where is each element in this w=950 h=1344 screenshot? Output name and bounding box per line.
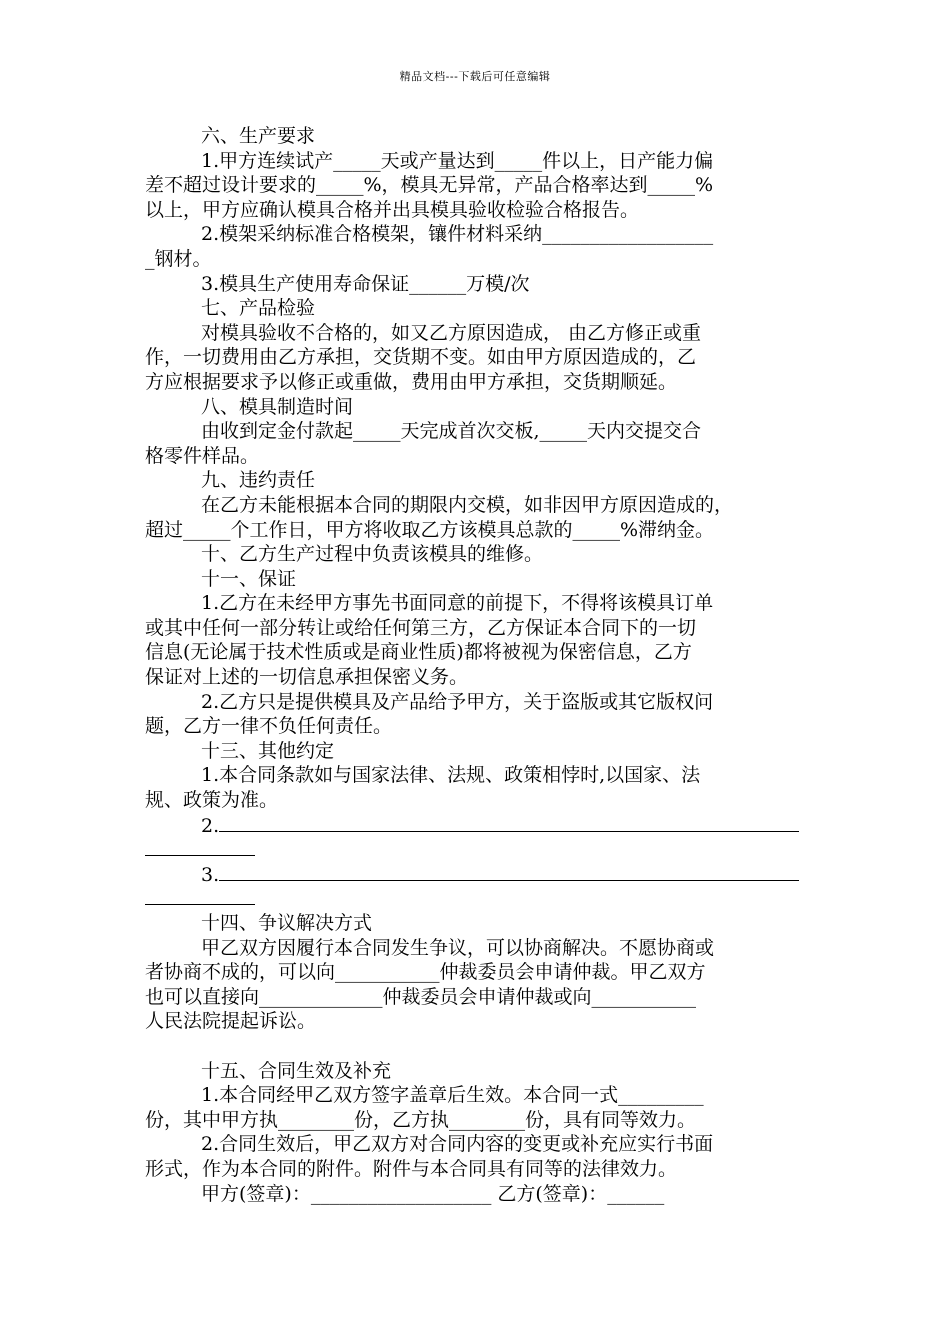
paragraph-line: 由收到定金付款起_____天完成首次交板,_____天内交提交合 [201, 420, 702, 443]
paragraph-line: 作，一切费用由乙方承担，交货期不变。如由甲方原因造成的，乙 [145, 346, 697, 369]
blank-continuation [145, 886, 810, 911]
contract-body [145, 124, 810, 1206]
section-title-production: 六、生产要求 [201, 125, 316, 147]
section-title-other: 十三、其他约定 [201, 739, 335, 762]
paragraph-line: 者协商不成的，可以向___________仲裁委员会申请仲裁。甲乙双方 [145, 961, 706, 984]
blank-continuation [145, 837, 810, 862]
paragraph-line: 保证对上述的一切信息承担保密义务。 [145, 666, 469, 689]
paragraph-line: 也可以直接向_____________仲裁委员会申请仲裁或向___________ [145, 985, 697, 1008]
paragraph-line: 2.乙方只是提供模具及产品给予甲方，关于盗版或其它版权问 [201, 690, 714, 713]
section-title-manufacturing-time: 八、模具制造时间 [201, 395, 354, 418]
section-title-effectiveness: 十五、合同生效及补充 [201, 1059, 392, 1082]
section-title-inspection: 七、产品检验 [201, 297, 316, 320]
paragraph-line: 方应根据要求予以修正或重做，费用由甲方承担，交货期顺延。 [145, 370, 678, 393]
blank-clause-2 [145, 813, 810, 838]
paragraph-line: 1.乙方在未经甲方事先书面同意的前提下，不得将该模具订单 [201, 592, 714, 615]
paragraph-line: 份，其中甲方执________份，乙方执________份，具有同等效力。 [145, 1108, 697, 1131]
paragraph-line: 以上，甲方应确认模具合格并出具模具验收检验合格报告。 [145, 198, 640, 221]
signature-line: 甲方(签章)：___________________ 乙方(签章)：______ [201, 1182, 665, 1205]
blank-line [219, 862, 799, 881]
blank-spacer [145, 1034, 810, 1059]
paragraph-line: 对模具验收不合格的，如又乙方原因造成， 由乙方修正或重 [201, 321, 702, 344]
paragraph-line: 人民法院提起诉讼。 [145, 1010, 317, 1033]
paragraph-line: 3.模具生产使用寿命保证______万模/次 [201, 272, 530, 295]
blank-clause-3 [145, 862, 810, 887]
paragraph-line: 2.模架采纳标准合格模架，镶件材料采纳__________________ [201, 223, 714, 246]
paragraph-line: 信息(无论属于技术性质或是商业性质)都将被视为保密信息，乙方 [145, 641, 692, 664]
section-title-guarantee: 十一、保证 [201, 567, 297, 590]
page-header: 精品文档---下载后可任意编辑 [399, 70, 551, 83]
clause-number: 3. [201, 863, 220, 886]
blank-line [145, 886, 255, 905]
clause-number: 2. [201, 814, 220, 837]
paragraph-line: _钢材。 [145, 247, 212, 270]
section-title-maintenance: 十、乙方生产过程中负责该模具的维修。 [201, 543, 544, 566]
paragraph-line: 规、政策为准。 [145, 789, 279, 812]
paragraph-line: 1.甲方连续试产_____天或产量达到_____件以上，日产能力偏 [201, 149, 714, 172]
paragraph-line: 1.本合同经甲乙双方签字盖章后生效。本合同一式_________ [201, 1084, 704, 1107]
blank-line [145, 837, 255, 856]
paragraph-line: 1.本合同条款如与国家法律、法规、政策相悖时,以国家、法 [201, 764, 701, 787]
paragraph-line: 超过_____个工作日，甲方将收取乙方该模具总款的_____%滞纳金。 [145, 518, 715, 541]
paragraph-line: 或其中任何一部分转让或给任何第三方，乙方保证本合同下的一切 [145, 616, 697, 639]
blank-line [219, 813, 799, 832]
section-title-liability: 九、违约责任 [201, 469, 316, 492]
section-title-dispute: 十四、争议解决方式 [201, 912, 373, 934]
paragraph-line: 形式，作为本合同的附件。附件与本合同具有同等的法律效力。 [145, 1157, 678, 1180]
paragraph-line: 2.合同生效后，甲乙双方对合同内容的变更或补充应实行书面 [201, 1133, 714, 1156]
paragraph-line: 在乙方未能根据本合同的期限内交模，如非因甲方原因造成的， [201, 493, 734, 516]
paragraph-line: 格零件样品。 [145, 444, 260, 467]
paragraph-line: 甲乙双方因履行本合同发生争议，可以协商解决。不愿协商或 [201, 936, 715, 959]
paragraph-line: 差不超过设计要求的_____%，模具无异常，产品合格率达到_____% [145, 174, 714, 197]
paragraph-line: 题，乙方一律不负任何责任。 [145, 715, 393, 738]
